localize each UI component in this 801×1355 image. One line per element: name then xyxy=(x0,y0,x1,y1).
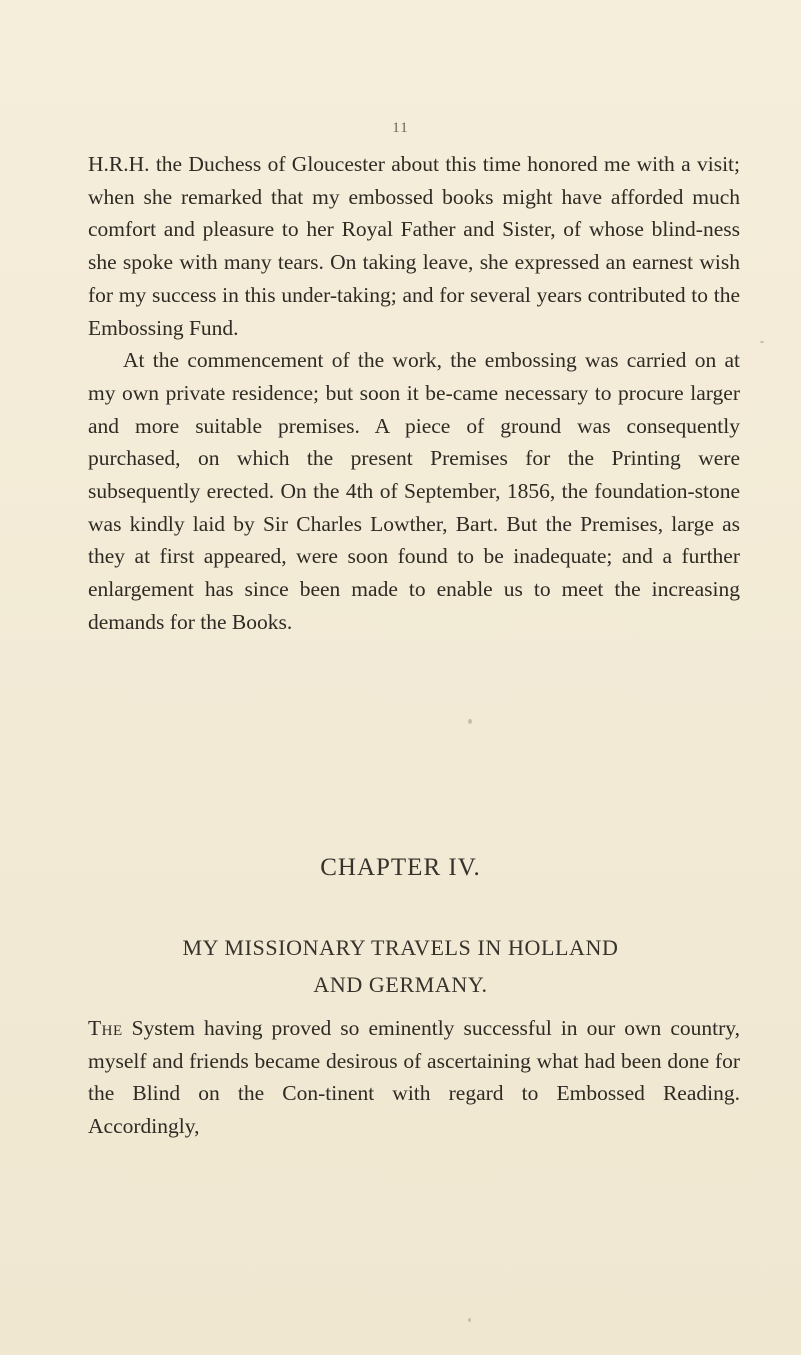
body-text-top xyxy=(88,148,740,639)
paragraph-duchess-visit: H.R.H. the Duchess of Gloucester about this time honored me with a visit; when she remarked that my embossed books might have afforded much comfort and pleasure to her Royal Father and Sister, of whose blind-ness she spoke with many tears. On taking leave, she expressed an earnest wish for my success in this under-taking; and for several years contributed to the Embossing Fund. xyxy=(88,152,740,340)
paper-speck xyxy=(760,341,764,343)
paper-speck xyxy=(468,719,472,724)
chapter-title-line-1: MY MISSIONARY TRAVELS IN HOLLAND xyxy=(182,935,619,960)
chapter-heading: CHAPTER IV. xyxy=(320,854,481,881)
page-number: 11 xyxy=(392,120,409,136)
chapter-title-line-2: AND GERMANY. xyxy=(313,972,488,997)
lead-word: The xyxy=(88,1016,123,1040)
chapter-title xyxy=(0,929,801,1003)
paragraph-embossing-premises: At the commencement of the work, the embossing was carried on at my own private residence; but soon it be-came necessary to procure larger and more suitable premises. A piece of ground was consequently purchased, on which the present Premises for the Printing were subsequently erected. On the 4th of September, 1856, the foundation-stone was kindly laid by Sir Charles Lowther, Bart. But the Premises, large as they at first appeared, were soon found to be inadequate; and a further enlargement has since been made to enable us to meet the increasing demands for the Books. xyxy=(88,348,740,634)
body-text-chapter xyxy=(88,1012,740,1143)
paragraph-system-proved-text: System having proved so eminently successful in our own country, myself and friends became desirous of ascertaining what had been done for the Blind on the Con-tinent with regard to Embossed Reading. Accordingly, xyxy=(88,1016,740,1139)
paragraph-system-proved xyxy=(88,1012,740,1143)
paper-speck xyxy=(468,1318,471,1322)
